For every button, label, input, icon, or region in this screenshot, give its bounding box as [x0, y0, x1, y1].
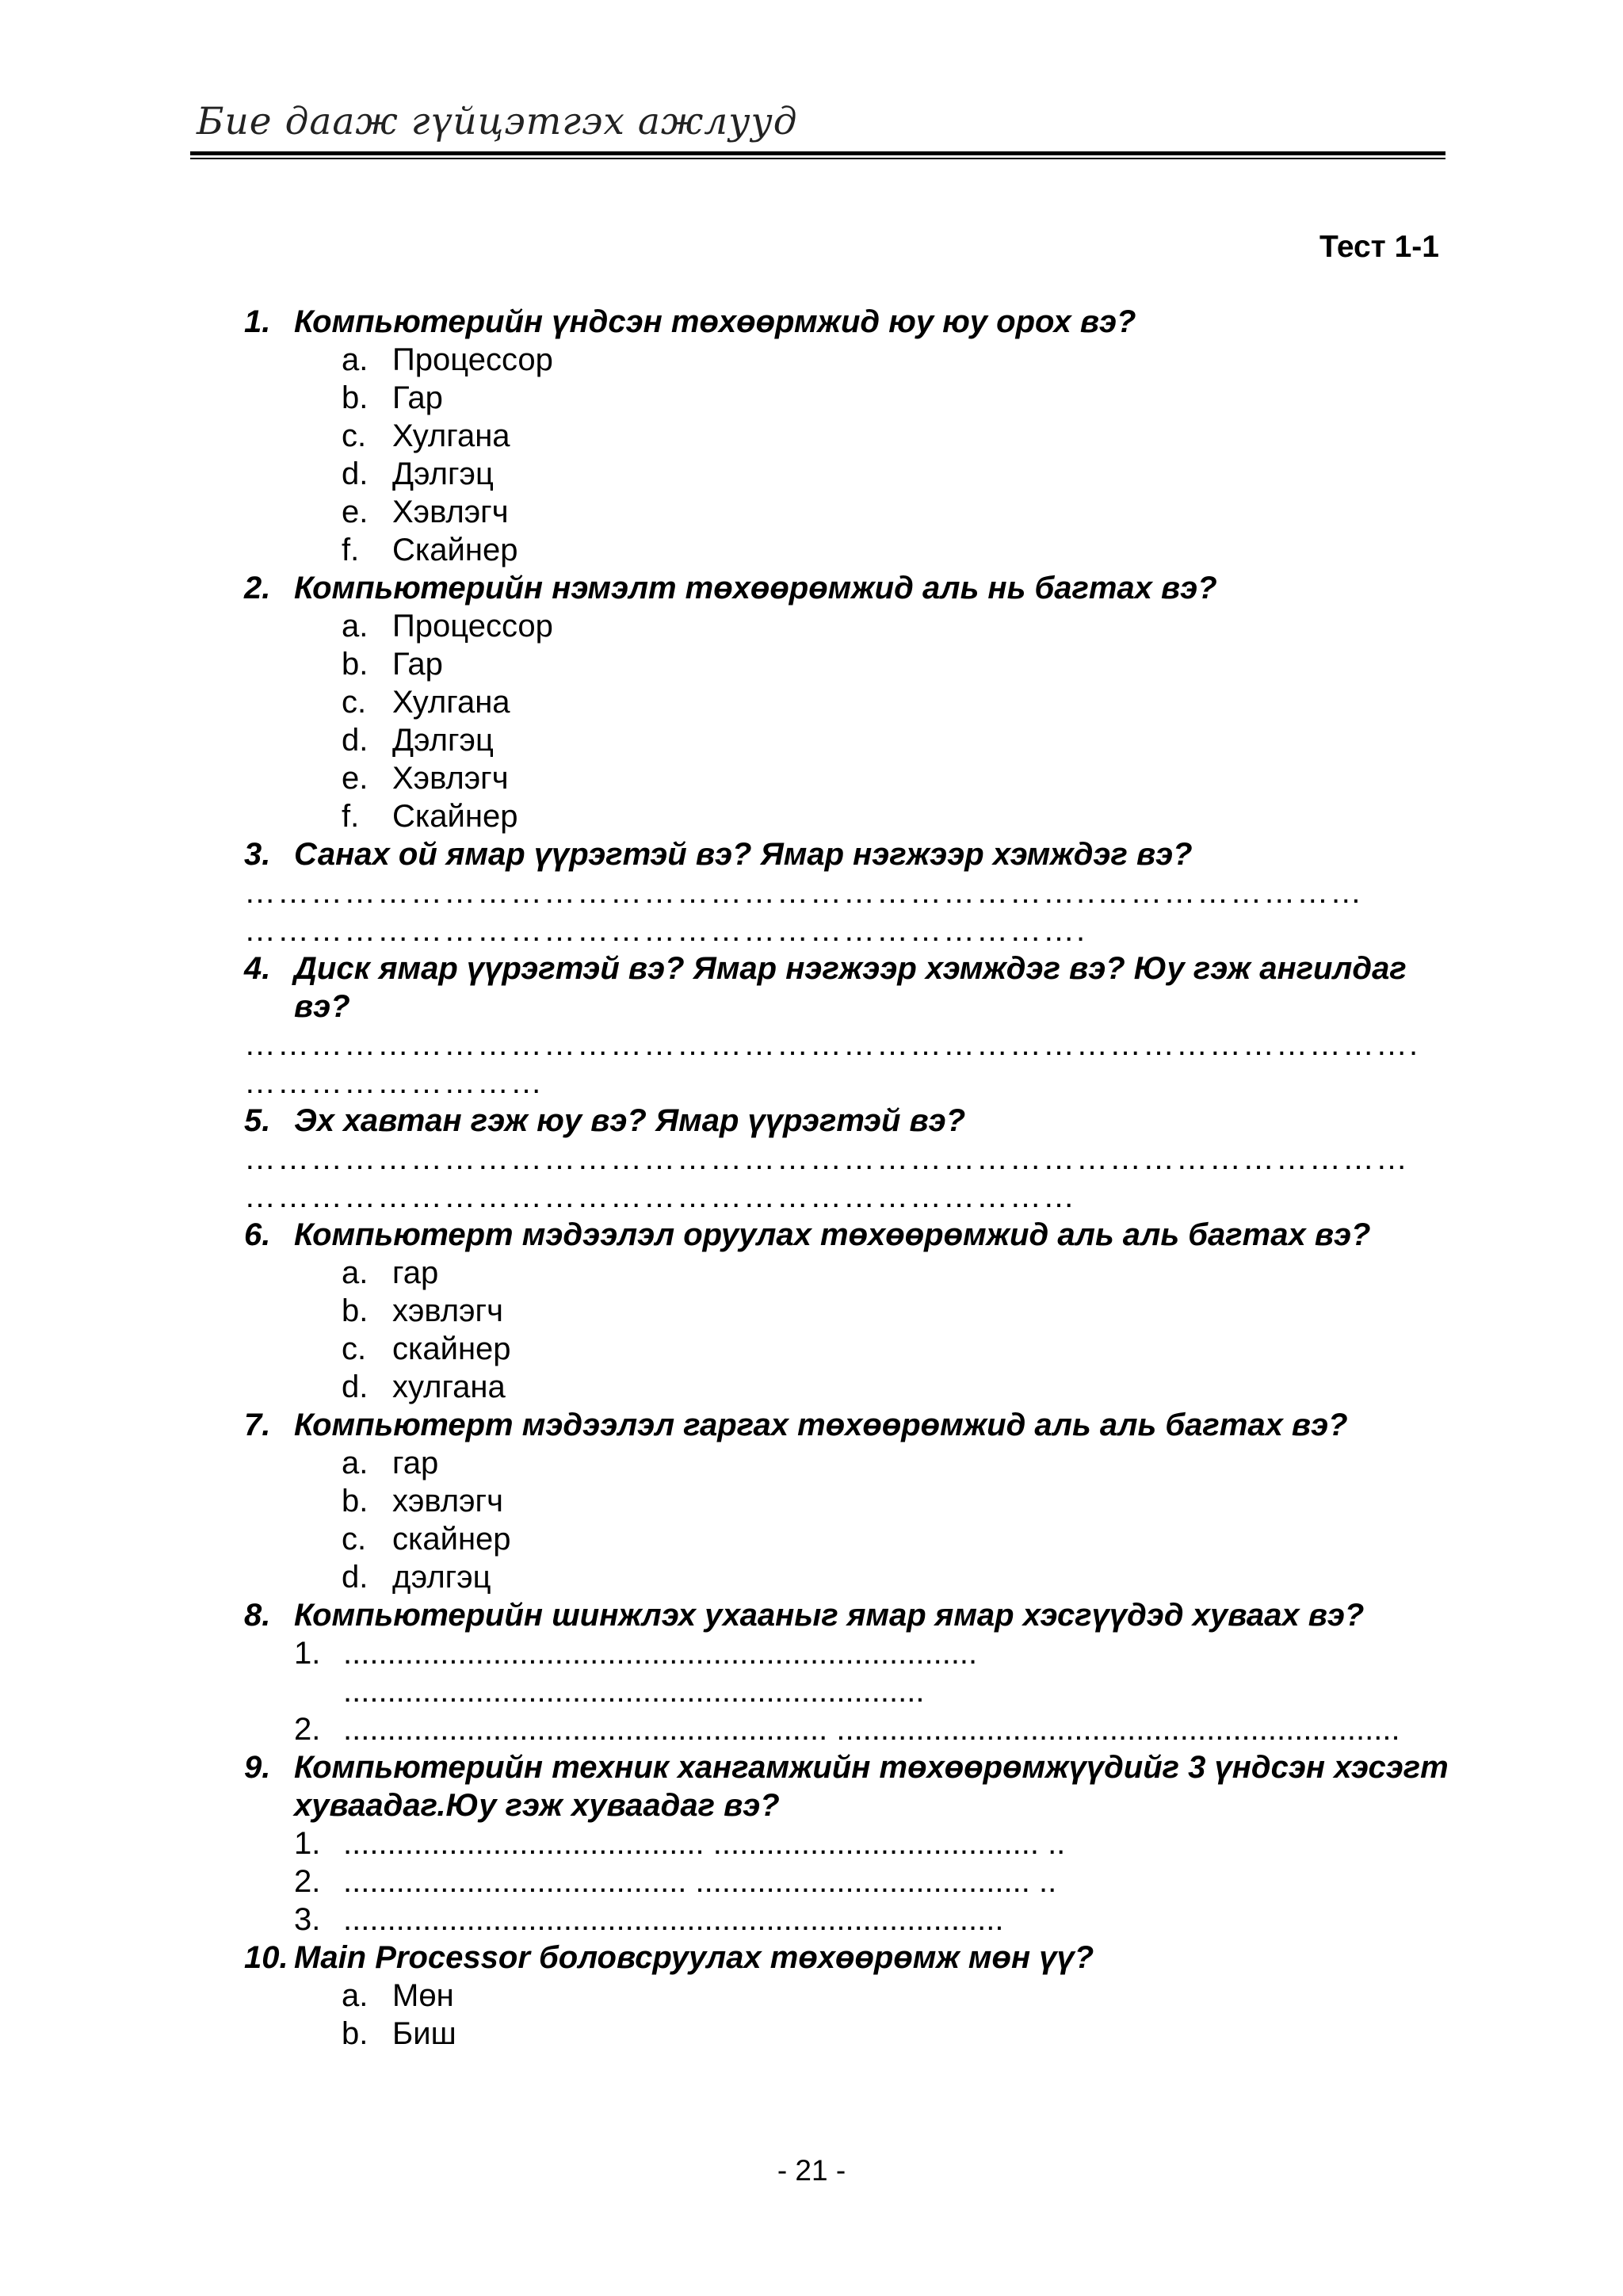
question-1 [244, 303, 1449, 341]
option-label: c. [342, 418, 367, 453]
option-text: Дэлгэц [392, 723, 494, 758]
answer-dots: ....................................................... ................................................................ [343, 1712, 1400, 1747]
option-text: Мөн [392, 1978, 454, 2013]
option-text: скайнер [392, 1522, 511, 1557]
answer-number: 2. [294, 1864, 321, 1899]
option-2b [244, 645, 1449, 683]
option-text: хэвлэгч [392, 1293, 503, 1328]
option-6c [244, 1330, 1449, 1368]
question-number: 5. [244, 1103, 271, 1138]
option-7b [244, 1482, 1449, 1520]
answer-line-2[interactable] [244, 1710, 1449, 1748]
answer-dots: ....................................... ...................................... .. [343, 1864, 1057, 1899]
question-number: 7. [244, 1408, 271, 1442]
option-label: c. [342, 685, 367, 720]
question-8 [244, 1596, 1449, 1634]
option-text: Хулгана [392, 685, 510, 720]
option-2a [244, 607, 1449, 645]
option-1c [244, 417, 1449, 455]
question-text: Диск ямар үүрэгтэй вэ? Ямар нэгжээр хэмждэг вэ? Юу гэж ангилдаг вэ? [294, 951, 1407, 1024]
answer-dots: ........................................................................ [343, 1636, 978, 1671]
option-text: Хэвлэгч [392, 495, 509, 529]
answer-number: 1. [294, 1636, 321, 1671]
question-2 [244, 569, 1449, 607]
test-title: Тест 1-1 [1319, 230, 1439, 264]
option-label: a. [342, 342, 369, 377]
option-text: скайнер [392, 1331, 511, 1366]
question-9 [244, 1748, 1449, 1824]
option-text: Процессор [392, 342, 553, 377]
option-label: c. [342, 1331, 367, 1366]
option-label: d. [342, 1370, 369, 1404]
option-1d [244, 455, 1449, 493]
option-text: гар [392, 1255, 439, 1290]
option-7a [244, 1444, 1449, 1482]
answer-line-3[interactable] [244, 1901, 1449, 1939]
option-6d [244, 1368, 1449, 1406]
option-6a [244, 1254, 1449, 1292]
question-number: 2. [244, 571, 271, 606]
option-text: Биш [392, 2016, 456, 2051]
option-10a [244, 1977, 1449, 2015]
question-10 [244, 1939, 1449, 1977]
question-text: Компьютерийн техник хангамжийн төхөөрөмжүүдийг 3 үндсэн хэсэгт хуваадаг.Юу гэж хуваадаг вэ? [294, 1750, 1449, 1823]
question-text: Эх хавтан гэж юу вэ? Ямар үүрэгтэй вэ? [294, 1103, 966, 1138]
answer-line-1-cont[interactable] [244, 1672, 1449, 1710]
option-label: d. [342, 1560, 369, 1595]
option-label: f. [342, 799, 360, 834]
question-list [244, 303, 1449, 2053]
option-1f [244, 531, 1449, 569]
header-rule [190, 151, 1445, 155]
option-text: Дэлгэц [392, 457, 494, 491]
option-text: Скайнер [392, 799, 518, 834]
option-text: дэлгэц [392, 1560, 491, 1595]
question-number: 10. [244, 1940, 288, 1975]
question-text: Компьютерийн нэмэлт төхөөрөмжид аль нь багтах вэ? [294, 571, 1217, 606]
answer-dots: ......................................... ..................................... .. [343, 1826, 1066, 1861]
question-text: Компьютерийн шинжлэх ухааныг ямар ямар хэсгүүдэд хуваах вэ? [294, 1598, 1365, 1633]
option-text: Гар [392, 380, 443, 415]
answer-number: 3. [294, 1902, 321, 1937]
option-label: b. [342, 647, 369, 682]
answer-number: 2. [294, 1712, 321, 1747]
option-label: a. [342, 1255, 369, 1290]
option-label: e. [342, 495, 369, 529]
answer-line[interactable]: ……………………………………………………………………………………………. [244, 1027, 1420, 1062]
option-1a [244, 341, 1449, 379]
option-7d [244, 1558, 1449, 1596]
answer-dots: .................................................................. [343, 1674, 925, 1709]
option-text: Гар [392, 647, 443, 682]
option-label: a. [342, 609, 369, 644]
question-number: 3. [244, 837, 271, 872]
option-text: Скайнер [392, 533, 518, 567]
question-number: 6. [244, 1217, 271, 1252]
option-label: a. [342, 1978, 369, 2013]
option-text: Хэвлэгч [392, 761, 509, 796]
question-number: 8. [244, 1598, 271, 1633]
option-label: b. [342, 1293, 369, 1328]
answer-line-1[interactable] [244, 1824, 1449, 1862]
option-label: f. [342, 533, 360, 567]
question-7 [244, 1406, 1449, 1444]
option-2e [244, 759, 1449, 797]
option-label: d. [342, 723, 369, 758]
option-label: b. [342, 380, 369, 415]
question-number: 1. [244, 304, 271, 339]
option-10b [244, 2015, 1449, 2053]
question-3 [244, 835, 1449, 873]
answer-line[interactable]: ………………………………………………………………… [244, 1179, 1076, 1214]
question-6 [244, 1216, 1449, 1254]
option-2f [244, 797, 1449, 835]
question-4 [244, 949, 1449, 1026]
question-text: Main Processor боловсруулах төхөөрөмж мөн үү? [294, 1940, 1094, 1975]
header-rule-thin [190, 158, 1445, 159]
answer-line[interactable]: ……………………… [244, 1065, 544, 1100]
option-2c [244, 683, 1449, 721]
option-text: хулгана [392, 1370, 506, 1404]
question-number: 9. [244, 1750, 271, 1785]
answer-dots: ........................................................................... [343, 1902, 1004, 1937]
question-text: Санах ой ямар үүрэгтэй вэ? Ямар нэгжээр хэмждэг вэ? [294, 837, 1193, 872]
question-5 [244, 1102, 1449, 1140]
answer-line[interactable]: …………………………………………………………………. [244, 913, 1087, 948]
option-text: Процессор [392, 609, 553, 644]
option-label: e. [342, 761, 369, 796]
option-label: d. [342, 457, 369, 491]
answer-line-2[interactable] [244, 1862, 1449, 1901]
option-label: b. [342, 2016, 369, 2051]
question-number: 4. [244, 951, 271, 986]
question-text: Компьютерт мэдээлэл оруулах төхөөрөмжид аль аль багтах вэ? [294, 1217, 1371, 1252]
option-6b [244, 1292, 1449, 1330]
option-label: c. [342, 1522, 367, 1557]
option-7c [244, 1520, 1449, 1558]
option-2d [244, 721, 1449, 759]
page-header [190, 94, 1445, 151]
option-text: Хулгана [392, 418, 510, 453]
option-label: a. [342, 1446, 369, 1480]
option-label: b. [342, 1484, 369, 1519]
question-text: Компьютерийн үндсэн төхөөрмжид юу юу орох вэ? [294, 304, 1136, 339]
option-text: гар [392, 1446, 439, 1480]
page-number: - 21 - [777, 2154, 846, 2187]
header-title: Бие дааж гүйцэтгэх ажлууд [197, 100, 798, 143]
answer-line-1[interactable] [244, 1634, 1449, 1672]
option-1e [244, 493, 1449, 531]
answer-line[interactable]: …………………………………………………………………………………………… [244, 1141, 1409, 1176]
option-1b [244, 379, 1449, 417]
answer-line[interactable]: …………………………………………………………………..…………………… [244, 875, 1364, 910]
question-text: Компьютерт мэдээлэл гаргах төхөөрөмжид аль аль багтах вэ? [294, 1408, 1348, 1442]
option-text: хэвлэгч [392, 1484, 503, 1519]
answer-number: 1. [294, 1826, 321, 1861]
